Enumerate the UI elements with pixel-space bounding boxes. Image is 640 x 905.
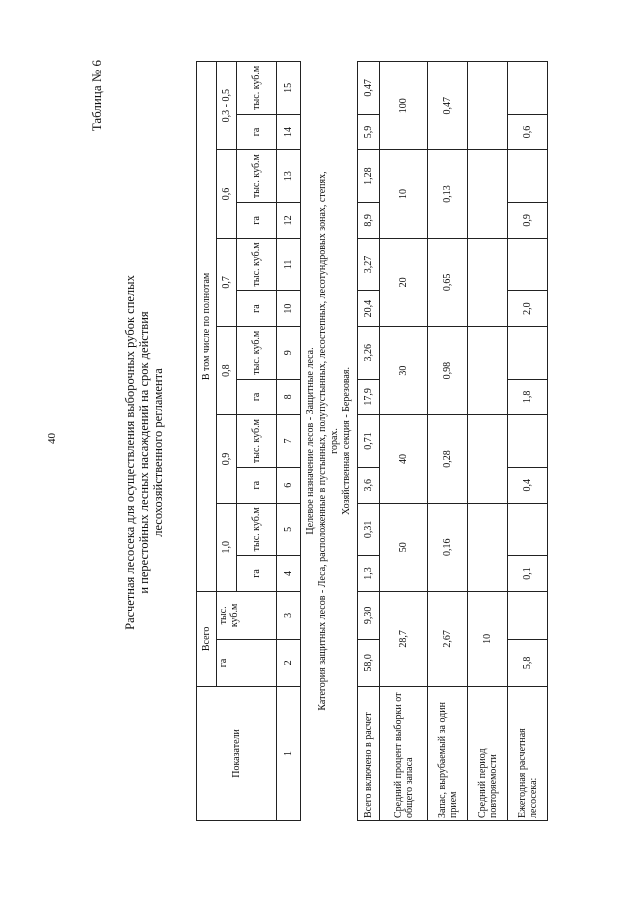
table-cell: 100 (380, 62, 428, 150)
table-cell: 3,26 (358, 326, 380, 379)
table-cell: 1,28 (358, 150, 380, 203)
table-cell (468, 415, 508, 503)
header-ha: га (237, 379, 277, 415)
header-volume: тыс. куб.м (237, 503, 277, 556)
header-volume: тыс. куб.м (237, 238, 277, 291)
page-number: 40 (46, 433, 58, 444)
table-cell: 58,0 (358, 639, 380, 686)
table-cell (508, 238, 548, 291)
table-cell (468, 503, 508, 591)
header-density: 0,7 (217, 238, 237, 326)
column-number: 4 (277, 556, 301, 592)
column-number: 1 (277, 686, 301, 820)
table-cell: 0,13 (428, 150, 468, 238)
column-number: 12 (277, 202, 301, 238)
header-total: Всего (197, 591, 217, 686)
note-line: Категория защитных лесов - Леса, расположенные в пустынных, полупустынных, лесостепных, лесотундровых зонах, степях, (317, 171, 328, 711)
table-cell (508, 503, 548, 556)
header-ha: га (237, 114, 277, 150)
row-label: Всего включено в расчет (358, 686, 380, 820)
section-note (301, 62, 358, 821)
row-label: Средний процент выборки от общего запаса (380, 686, 428, 820)
table-cell: 10 (468, 591, 508, 686)
note-line: горах. (329, 428, 340, 454)
column-number: 10 (277, 291, 301, 327)
table-cell: 30 (380, 326, 428, 414)
table-cell: 10 (380, 150, 428, 238)
table-cell (468, 326, 508, 414)
table-cell: 0,1 (508, 556, 548, 592)
column-number: 7 (277, 415, 301, 468)
table-cell (508, 62, 548, 115)
table-cell: 28,7 (380, 591, 428, 686)
header-volume: тыс. куб.м (237, 62, 277, 115)
table-cell: 2,0 (508, 291, 548, 327)
table-cell: 0,31 (358, 503, 380, 556)
table-cell: 3,6 (358, 467, 380, 503)
header-density: 0,9 (217, 415, 237, 503)
table-cell: 3,27 (358, 238, 380, 291)
table-cell: 50 (380, 503, 428, 591)
note-line: Целевое назначение лесов - Защитные леса. (305, 347, 316, 535)
row-label: Средний период повторяемости (468, 686, 508, 820)
table-row (380, 62, 428, 821)
row-label: Запас, вырубаемый за один прием (428, 686, 468, 820)
table-cell (468, 150, 508, 238)
table-cell: 2,67 (428, 591, 468, 686)
header-density: 0,3 - 0,5 (217, 62, 237, 150)
table-cell: 1,3 (358, 556, 380, 592)
table-cell: 9,30 (358, 591, 380, 639)
table-cell (468, 62, 508, 150)
logging-table (196, 61, 548, 821)
header-volume: тыс. куб.м (217, 591, 277, 639)
column-number: 2 (277, 639, 301, 686)
table-row (468, 62, 508, 821)
table-cell: 0,47 (358, 62, 380, 115)
table-cell: 1,8 (508, 379, 548, 415)
column-number: 5 (277, 503, 301, 556)
header-ha: га (237, 556, 277, 592)
table-cell: 20 (380, 238, 428, 326)
table-cell: 0,98 (428, 326, 468, 414)
table-cell: 0,28 (428, 415, 468, 503)
header-ha: га (237, 467, 277, 503)
table-number: Таблица № 6 (89, 60, 104, 132)
title-line: Расчетная лесосека для осуществления выборочных рубок спелых (123, 275, 137, 630)
column-number: 13 (277, 150, 301, 203)
column-number: 6 (277, 467, 301, 503)
header-ha: га (237, 202, 277, 238)
table-cell: 20,4 (358, 291, 380, 327)
table-cell (508, 591, 548, 639)
table-cell: 0,71 (358, 415, 380, 468)
header-volume: тыс. куб.м (237, 150, 277, 203)
title-line: лесохозяйственного регламента (151, 368, 165, 537)
header-ha: га (237, 291, 277, 327)
table-row (428, 62, 468, 821)
header-indicators: Показатели (197, 686, 277, 820)
header-density: 1,0 (217, 503, 237, 591)
table-cell: 40 (380, 415, 428, 503)
row-label: Ежегодная расчетная лесосека: (508, 686, 548, 820)
table-row (508, 62, 548, 821)
column-number: 8 (277, 379, 301, 415)
column-number: 14 (277, 114, 301, 150)
table-cell: 0,47 (428, 62, 468, 150)
table-cell (468, 238, 508, 326)
table-row (358, 62, 380, 821)
table-cell: 0,16 (428, 503, 468, 591)
header-including: В том числе по полнотам (197, 62, 217, 592)
header-volume: тыс. куб.м (237, 415, 277, 468)
header-volume: тыс. куб.м (237, 326, 277, 379)
table-cell: 0,9 (508, 202, 548, 238)
table-cell: 8,9 (358, 202, 380, 238)
table-cell: 17,9 (358, 379, 380, 415)
table-cell: 0,4 (508, 467, 548, 503)
table-cell: 5,8 (508, 639, 548, 686)
header-ha: га (217, 639, 277, 686)
table-cell: 0,6 (508, 114, 548, 150)
column-number: 15 (277, 62, 301, 115)
header-density: 0,8 (217, 326, 237, 414)
table-cell: 5,9 (358, 114, 380, 150)
table-cell (508, 326, 548, 379)
table-cell (508, 150, 548, 203)
note-line: Хозяйственная секция - Березовая. (341, 367, 352, 515)
table-title (123, 0, 165, 905)
column-number: 9 (277, 326, 301, 379)
table-cell: 0,65 (428, 238, 468, 326)
column-number: 3 (277, 591, 301, 639)
title-line: и перестойных лесных насаждений на срок действия (137, 311, 151, 594)
column-number: 11 (277, 238, 301, 291)
table-cell (508, 415, 548, 468)
header-density: 0,6 (217, 150, 237, 238)
